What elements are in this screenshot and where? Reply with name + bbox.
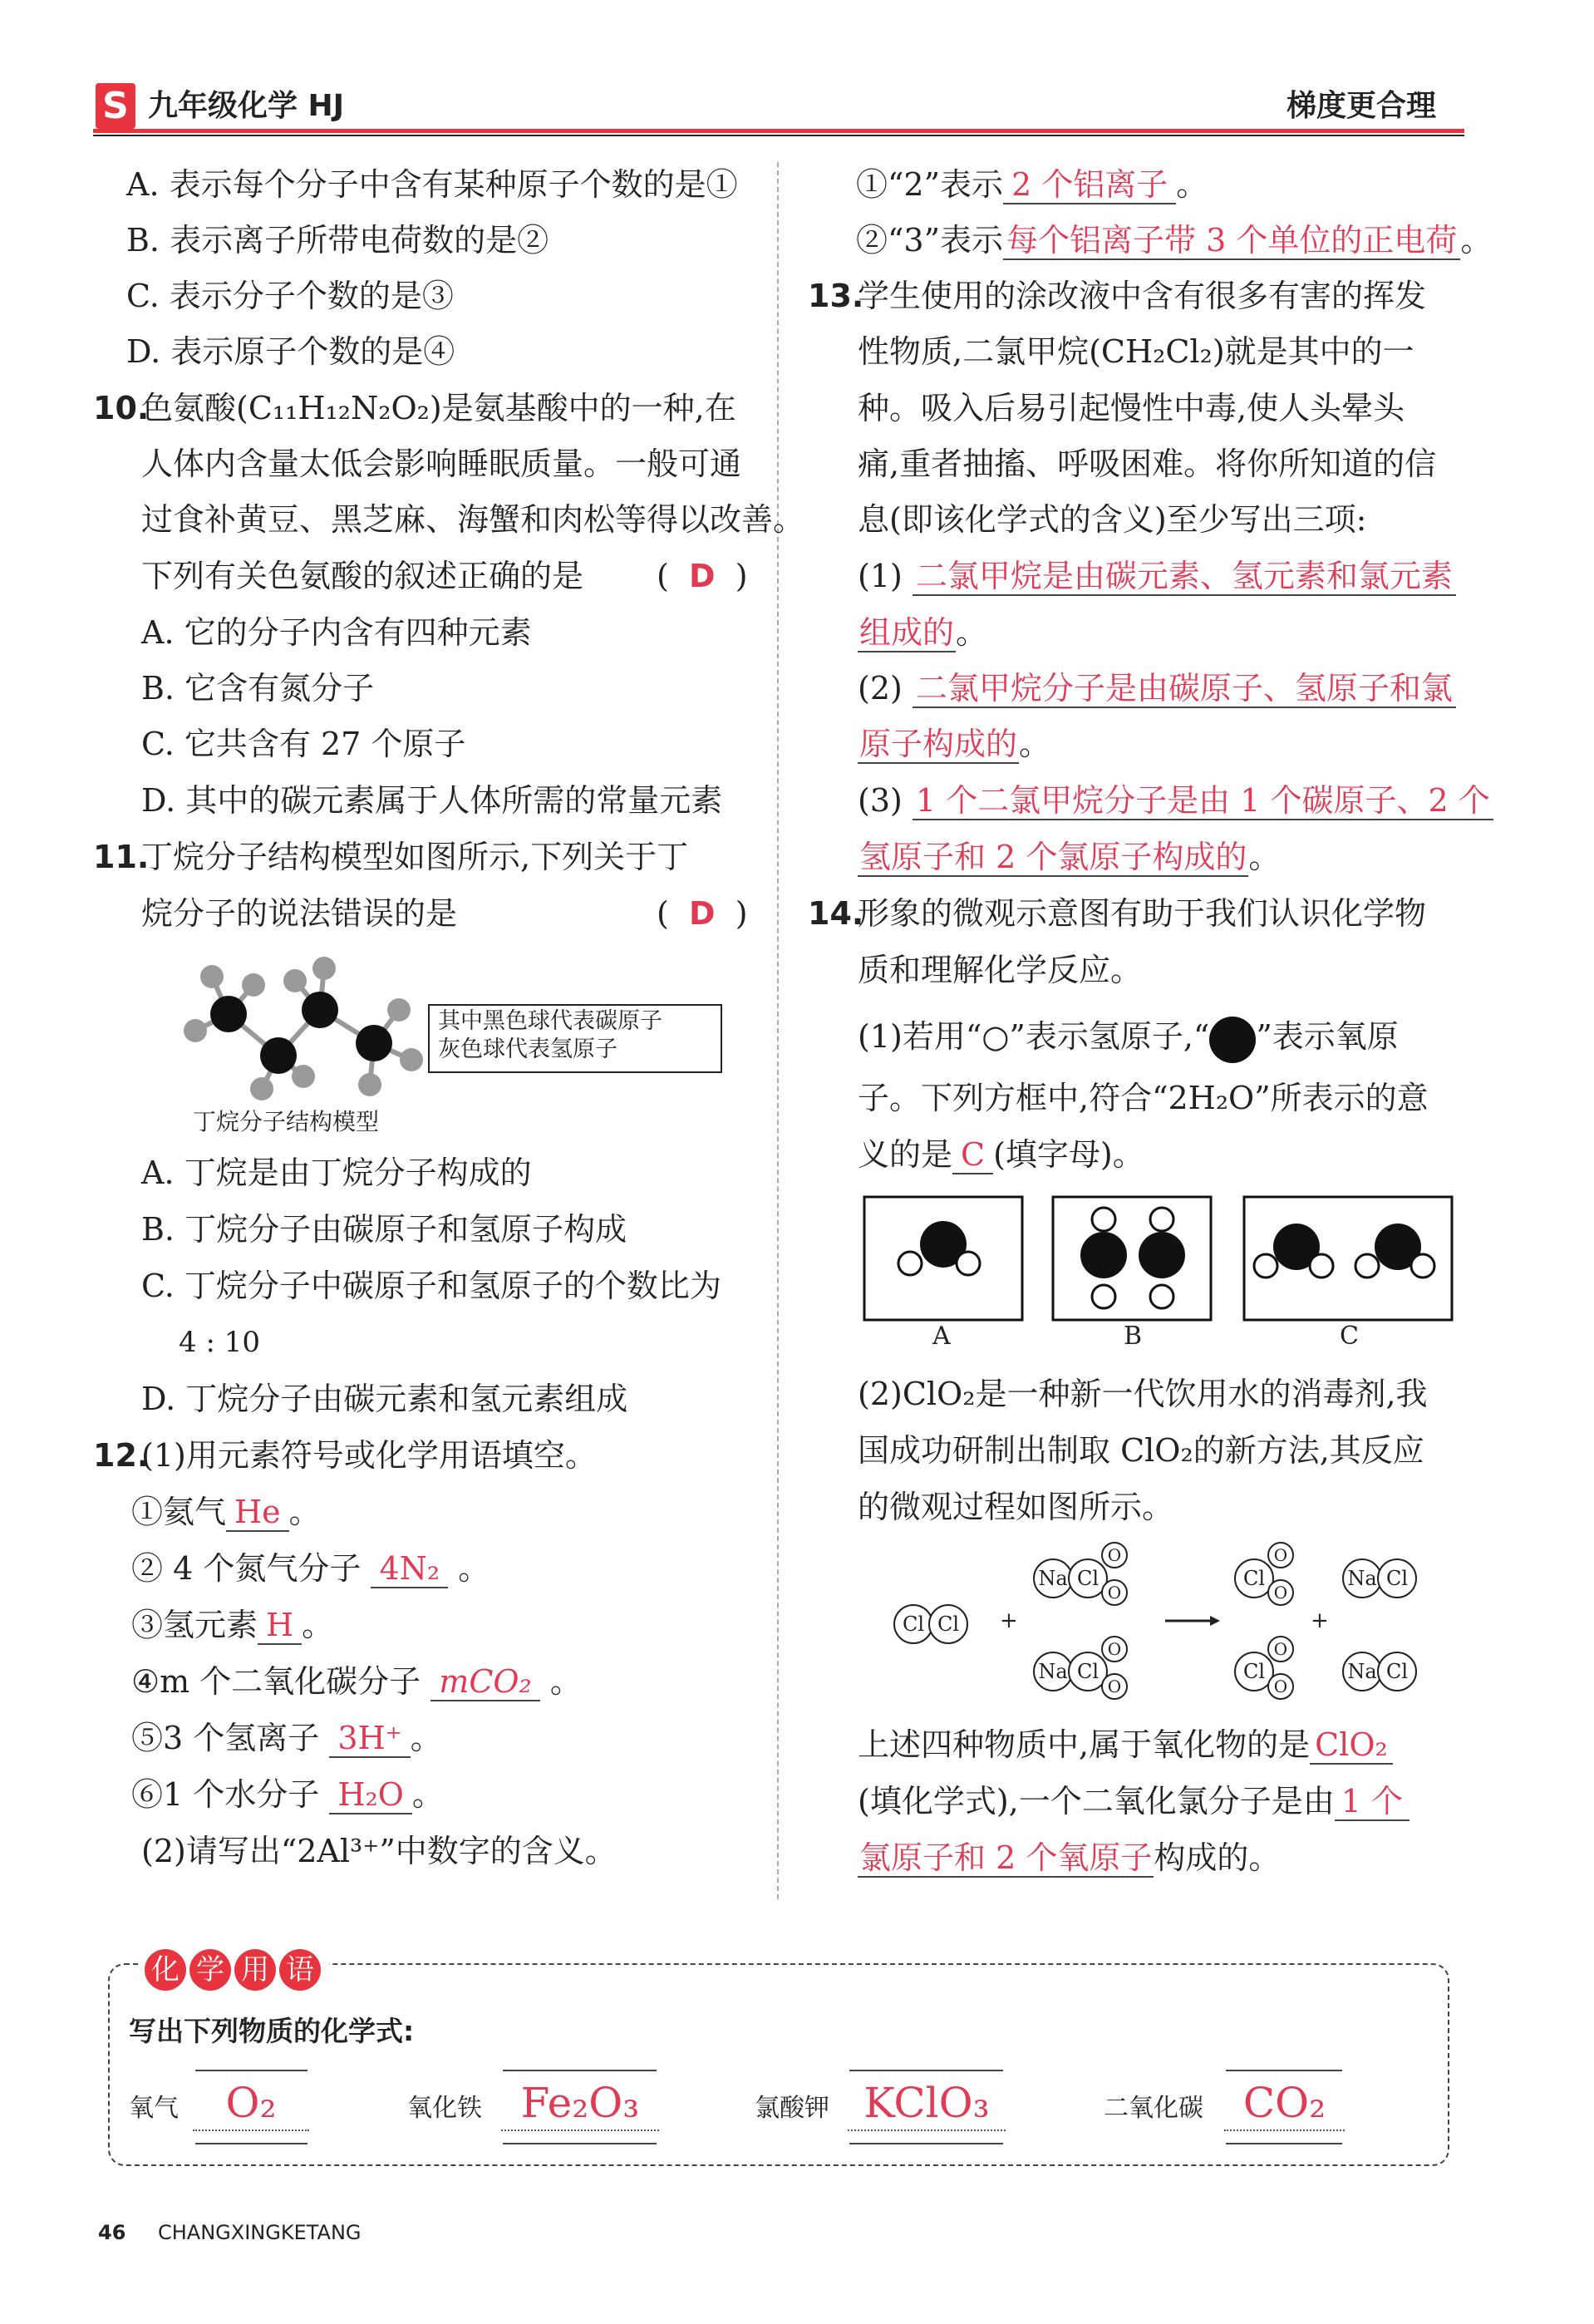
q14-p1-e: (填字母)。	[993, 1136, 1144, 1173]
q12-item-5: ⑤3 个氢离子 3H⁺ 。	[131, 1720, 442, 1756]
field-3-answer: KClO₃	[848, 2076, 1006, 2131]
cl-atom: Cl	[928, 1604, 968, 1644]
o-atom: O	[1267, 1542, 1294, 1568]
butane-model-figure	[179, 952, 445, 1110]
legend-line-1: 其中黑色球代表碳原子	[438, 1008, 662, 1034]
q12-item-6: ⑥1 个水分子 H₂O 。	[131, 1776, 444, 1813]
q13-line-2: 性物质,二氯甲烷(CH₂Cl₂)就是其中的一	[858, 333, 1414, 370]
q13-answer-2-cont: 原子构成的。	[859, 726, 1051, 762]
q9-option-d: D. 表示原子个数的是④	[126, 333, 455, 370]
badge-char-4: 语	[279, 1949, 321, 1991]
o-atom: O	[1101, 1636, 1128, 1662]
q14-p1-d: 义的是	[858, 1136, 953, 1173]
q10-line-4: 下列有关色氨酸的叙述正确的是	[141, 558, 584, 594]
badge-char-2: 学	[189, 1949, 231, 1991]
q12-item-3-label: ③氢元素	[131, 1607, 258, 1643]
cl-atom: Cl	[1377, 1652, 1417, 1691]
field-2-top-rule	[503, 2070, 657, 2071]
chem-terms-prompt: 写出下列物质的化学式:	[129, 2015, 415, 2047]
cl-atom: Cl	[1068, 1558, 1108, 1598]
field-4-answer: CO₂	[1224, 2076, 1345, 2131]
q10-number: 10.	[93, 390, 150, 426]
field-4-label: 二氧化碳	[1104, 2094, 1203, 2123]
q14-p3-line-3	[858, 1837, 1280, 1878]
logo-letter: S	[102, 85, 129, 127]
q12-item-4-answer: mCO₂	[430, 1663, 540, 1701]
field-3-top-rule	[849, 2070, 1003, 2071]
field-3-label: 氯酸钾	[755, 2094, 829, 2123]
q9-option-b: B. 表示离子所带电荷数的是②	[126, 222, 549, 258]
q14-line-1: 形象的微观示意图有助于我们认识化学物	[858, 895, 1427, 932]
cl-atom: Cl	[893, 1604, 933, 1644]
q12-item-6-answer: H₂O	[329, 1776, 412, 1814]
header-rule-dark	[93, 135, 1464, 136]
q14-p1-line-3	[858, 1134, 1144, 1175]
field-4-top-rule	[1226, 2070, 1342, 2071]
q12-intro: (1)用元素符号或化学用语填空。	[141, 1437, 597, 1474]
o-atom: O	[1101, 1673, 1128, 1700]
book-title: 九年级化学 HJ	[148, 89, 345, 123]
field-1-label: 氧气	[129, 2094, 179, 2123]
q14-p3-answer2a: 1 个	[1335, 1783, 1410, 1821]
q13-line-3: 种。吸入后易引起慢性中毒,使人头晕头	[858, 390, 1405, 426]
field-1-bottom-rule	[195, 2143, 307, 2144]
q14-p2-line-2: 国成功研制出制取 ClO₂的新方法,其反应	[858, 1432, 1424, 1469]
q14-p1-answer: C	[952, 1136, 993, 1174]
q12-item-1-label: ①氦气	[131, 1494, 227, 1530]
q12-item-2-answer: 4N₂	[371, 1550, 448, 1588]
q13-answer-3-cont: 氢原子和 2 个氯原子构成的。	[859, 839, 1281, 875]
q13-answer-1	[858, 555, 1456, 597]
column-divider	[777, 162, 779, 1899]
q12-cont-2-label: ②“3”表示	[856, 222, 1004, 258]
butane-legend-box	[428, 1004, 722, 1073]
q11-option-d: D. 丁烷分子由碳元素和氢元素组成	[141, 1381, 628, 1417]
field-2-bottom-rule	[503, 2143, 657, 2144]
field-4-bottom-rule	[1226, 2143, 1342, 2144]
q10-line-1: 色氨酸(C₁₁H₁₂N₂O₂)是氨基酸中的一种,在	[141, 390, 736, 426]
q12-cont-1-answer: 2 个铝离子	[1003, 166, 1176, 204]
q11-option-c-cont: 4 : 10	[179, 1326, 260, 1359]
q13-number: 13.	[808, 278, 864, 314]
header-slogan: 梯度更合理	[1287, 89, 1437, 123]
badge-char-3: 用	[234, 1949, 276, 1991]
q11-option-a: A. 丁烷是由丁烷分子构成的	[141, 1155, 532, 1191]
q14-line-2: 质和理解化学反应。	[858, 952, 1143, 988]
q12-item-1: ①氦气 He 。	[131, 1494, 321, 1530]
q12-item-6-label: ⑥1 个水分子	[131, 1776, 320, 1813]
q11-line-2: 烷分子的说法错误的是	[141, 895, 458, 932]
q12-item-3: ③氢元素 H 。	[131, 1607, 334, 1643]
q14-p3-line-1	[858, 1724, 1393, 1765]
q12-item-2: ② 4 个氮气分子 4N₂ 。	[131, 1550, 490, 1587]
q9-option-a: A. 表示每个分子中含有某种原子个数的是①	[126, 166, 738, 203]
page-number: 46	[98, 2221, 126, 2244]
q11-number: 11.	[93, 839, 150, 875]
footer-brand: CHANGXINGKETANG	[158, 2221, 362, 2244]
q13-answer-2	[858, 667, 1456, 709]
q12-item-3-answer: H	[258, 1607, 302, 1645]
q13-line-5: 息(即该化学式的含义)至少写出三项:	[858, 501, 1367, 538]
logo-icon	[96, 83, 135, 129]
q13-answer-3-a: 1 个二氯甲烷分子是由 1 个碳原子、2 个	[913, 782, 1493, 820]
q14-p3-line-2	[858, 1780, 1410, 1822]
q14-p1-a: (1)若用“○”表示氢原子,“	[858, 1018, 1210, 1055]
q10-line-2: 人体内含量太低会影响睡眠质量。一般可通	[141, 446, 742, 482]
plus-1: +	[1000, 1608, 1018, 1633]
q12-item-5-answer: 3H⁺	[329, 1720, 410, 1758]
o-atom: O	[1101, 1542, 1128, 1568]
q9-option-c: C. 表示分子个数的是③	[126, 278, 454, 314]
reaction-diagram	[893, 1542, 1467, 1708]
q12-number: 12.	[93, 1437, 150, 1474]
na-atom: Na	[1033, 1652, 1073, 1691]
q14-p3-answer2b: 氯原子和 2 个氧原子	[859, 1839, 1153, 1876]
q12-cont-2: ②“3”表示 每个铝离子带 3 个单位的正电荷 。	[856, 222, 1493, 258]
q14-p1-line-2: 子。下列方框中,符合“2H₂O”所表示的意	[858, 1080, 1429, 1116]
q13-line-1: 学生使用的涂改液中含有很多有害的挥发	[858, 278, 1427, 314]
cl-atom: Cl	[1234, 1652, 1274, 1691]
q11-line-1: 丁烷分子结构模型如图所示,下列关于丁	[141, 839, 689, 875]
q13-answer-3	[858, 780, 1493, 821]
cl-atom: Cl	[1068, 1652, 1108, 1691]
q10-option-c: C. 它共含有 27 个原子	[141, 726, 466, 762]
q12-cont-2-answer: 每个铝离子带 3 个单位的正电荷	[1003, 222, 1460, 260]
q12-item-2-label: ② 4 个氮气分子	[131, 1550, 362, 1587]
q11-option-b: B. 丁烷分子由碳原子和氢原子构成	[141, 1211, 627, 1248]
chem-terms-box	[108, 1963, 1449, 2166]
q10-option-a: A. 它的分子内含有四种元素	[141, 614, 532, 651]
field-2-answer: Fe₂O₃	[501, 2076, 659, 2131]
q11-answer-bracket: ( D )	[657, 895, 748, 932]
q14-p1-line-1	[858, 1016, 1399, 1063]
q14-p2-line-1: (2)ClO₂是一种新一代饮用水的消毒剂,我	[858, 1376, 1428, 1412]
o-atom: O	[1267, 1636, 1294, 1662]
q13-answer-1-a: 二氯甲烷是由碳元素、氢元素和氯元素	[913, 558, 1456, 596]
q13-answer-2-a: 二氯甲烷分子是由碳原子、氢原子和氯	[913, 670, 1456, 708]
na-atom: Na	[1033, 1558, 1073, 1598]
q13-label-2: (2)	[858, 670, 903, 707]
field-3-bottom-rule	[849, 2143, 1003, 2144]
header-rule	[93, 129, 1464, 133]
q14-p2-line-3: 的微观过程如图所示。	[858, 1489, 1174, 1525]
q13-label-1: (1)	[858, 558, 903, 594]
oxygen-atom-icon	[1209, 1017, 1256, 1063]
q10-line-3: 过食补黄豆、黑芝麻、海蟹和肉松等得以改善。	[141, 501, 805, 538]
q12-part2: (2)请写出“2Al³⁺”中数字的含义。	[141, 1833, 617, 1869]
q14-p1-b: ”表示氧原	[1256, 1018, 1399, 1055]
q14-p3-answer: ClO₂	[1310, 1726, 1393, 1765]
field-2-label: 氧化铁	[407, 2094, 482, 2123]
box-label-a: A	[932, 1322, 951, 1351]
q11-answer: D	[688, 895, 716, 932]
butane-caption: 丁烷分子结构模型	[193, 1108, 380, 1135]
q12-item-4-label: ④m 个二氧化碳分子	[131, 1663, 421, 1700]
q14-number: 14.	[808, 895, 864, 932]
field-1-top-rule	[195, 2070, 307, 2071]
badge-char-1: 化	[145, 1949, 186, 1991]
na-atom: Na	[1342, 1652, 1382, 1691]
plus-2: +	[1311, 1608, 1329, 1633]
o-atom: O	[1267, 1673, 1294, 1700]
q14-p3-c: 构成的。	[1154, 1839, 1281, 1876]
q11-option-c: C. 丁烷分子中碳原子和氢原子的个数比为	[141, 1268, 721, 1304]
q14-p3-b: (填化学式),一个二氧化氯分子是由	[858, 1783, 1335, 1819]
q13-answer-3-b: 氢原子和 2 个氯原子构成的	[859, 839, 1247, 875]
o-atom: O	[1101, 1579, 1128, 1606]
reaction-arrow-icon	[1164, 1608, 1222, 1633]
box-label-c: C	[1340, 1322, 1359, 1351]
q13-label-3: (3)	[858, 782, 903, 819]
q10-answer-bracket: ( D )	[657, 558, 748, 594]
q13-answer-1-b: 组成的	[859, 614, 955, 651]
cl-atom: Cl	[1234, 1558, 1274, 1598]
q10-option-b: B. 它含有氮分子	[141, 670, 375, 707]
q13-line-4: 痛,重者抽搐、呼吸困难。将你所知道的信	[858, 446, 1437, 482]
q12-item-5-label: ⑤3 个氢离子	[131, 1720, 320, 1756]
q13-answer-1-cont: 组成的。	[859, 614, 988, 651]
chem-terms-badge	[140, 1949, 329, 1991]
q14-p3-a: 上述四种物质中,属于氧化物的是	[858, 1726, 1311, 1763]
legend-line-2: 灰色球代表氢原子	[438, 1036, 617, 1062]
q10-option-d: D. 其中的碳元素属于人体所需的常量元素	[141, 782, 723, 819]
q12-cont-1: ①“2”表示 2 个铝离子 。	[856, 166, 1208, 203]
q10-answer: D	[688, 558, 716, 594]
field-1-answer: O₂	[193, 2076, 309, 2131]
q12-item-1-answer: He	[226, 1494, 289, 1532]
o-atom: O	[1267, 1579, 1294, 1606]
cl-atom: Cl	[1377, 1558, 1417, 1598]
q13-answer-2-b: 原子构成的	[859, 726, 1018, 762]
box-label-b: B	[1124, 1322, 1143, 1351]
q12-item-4: ④m 个二氧化碳分子 mCO₂ 。	[131, 1663, 582, 1700]
box-b	[1053, 1197, 1211, 1320]
q12-cont-1-label: ①“2”表示	[856, 166, 1004, 203]
na-atom: Na	[1342, 1558, 1382, 1598]
